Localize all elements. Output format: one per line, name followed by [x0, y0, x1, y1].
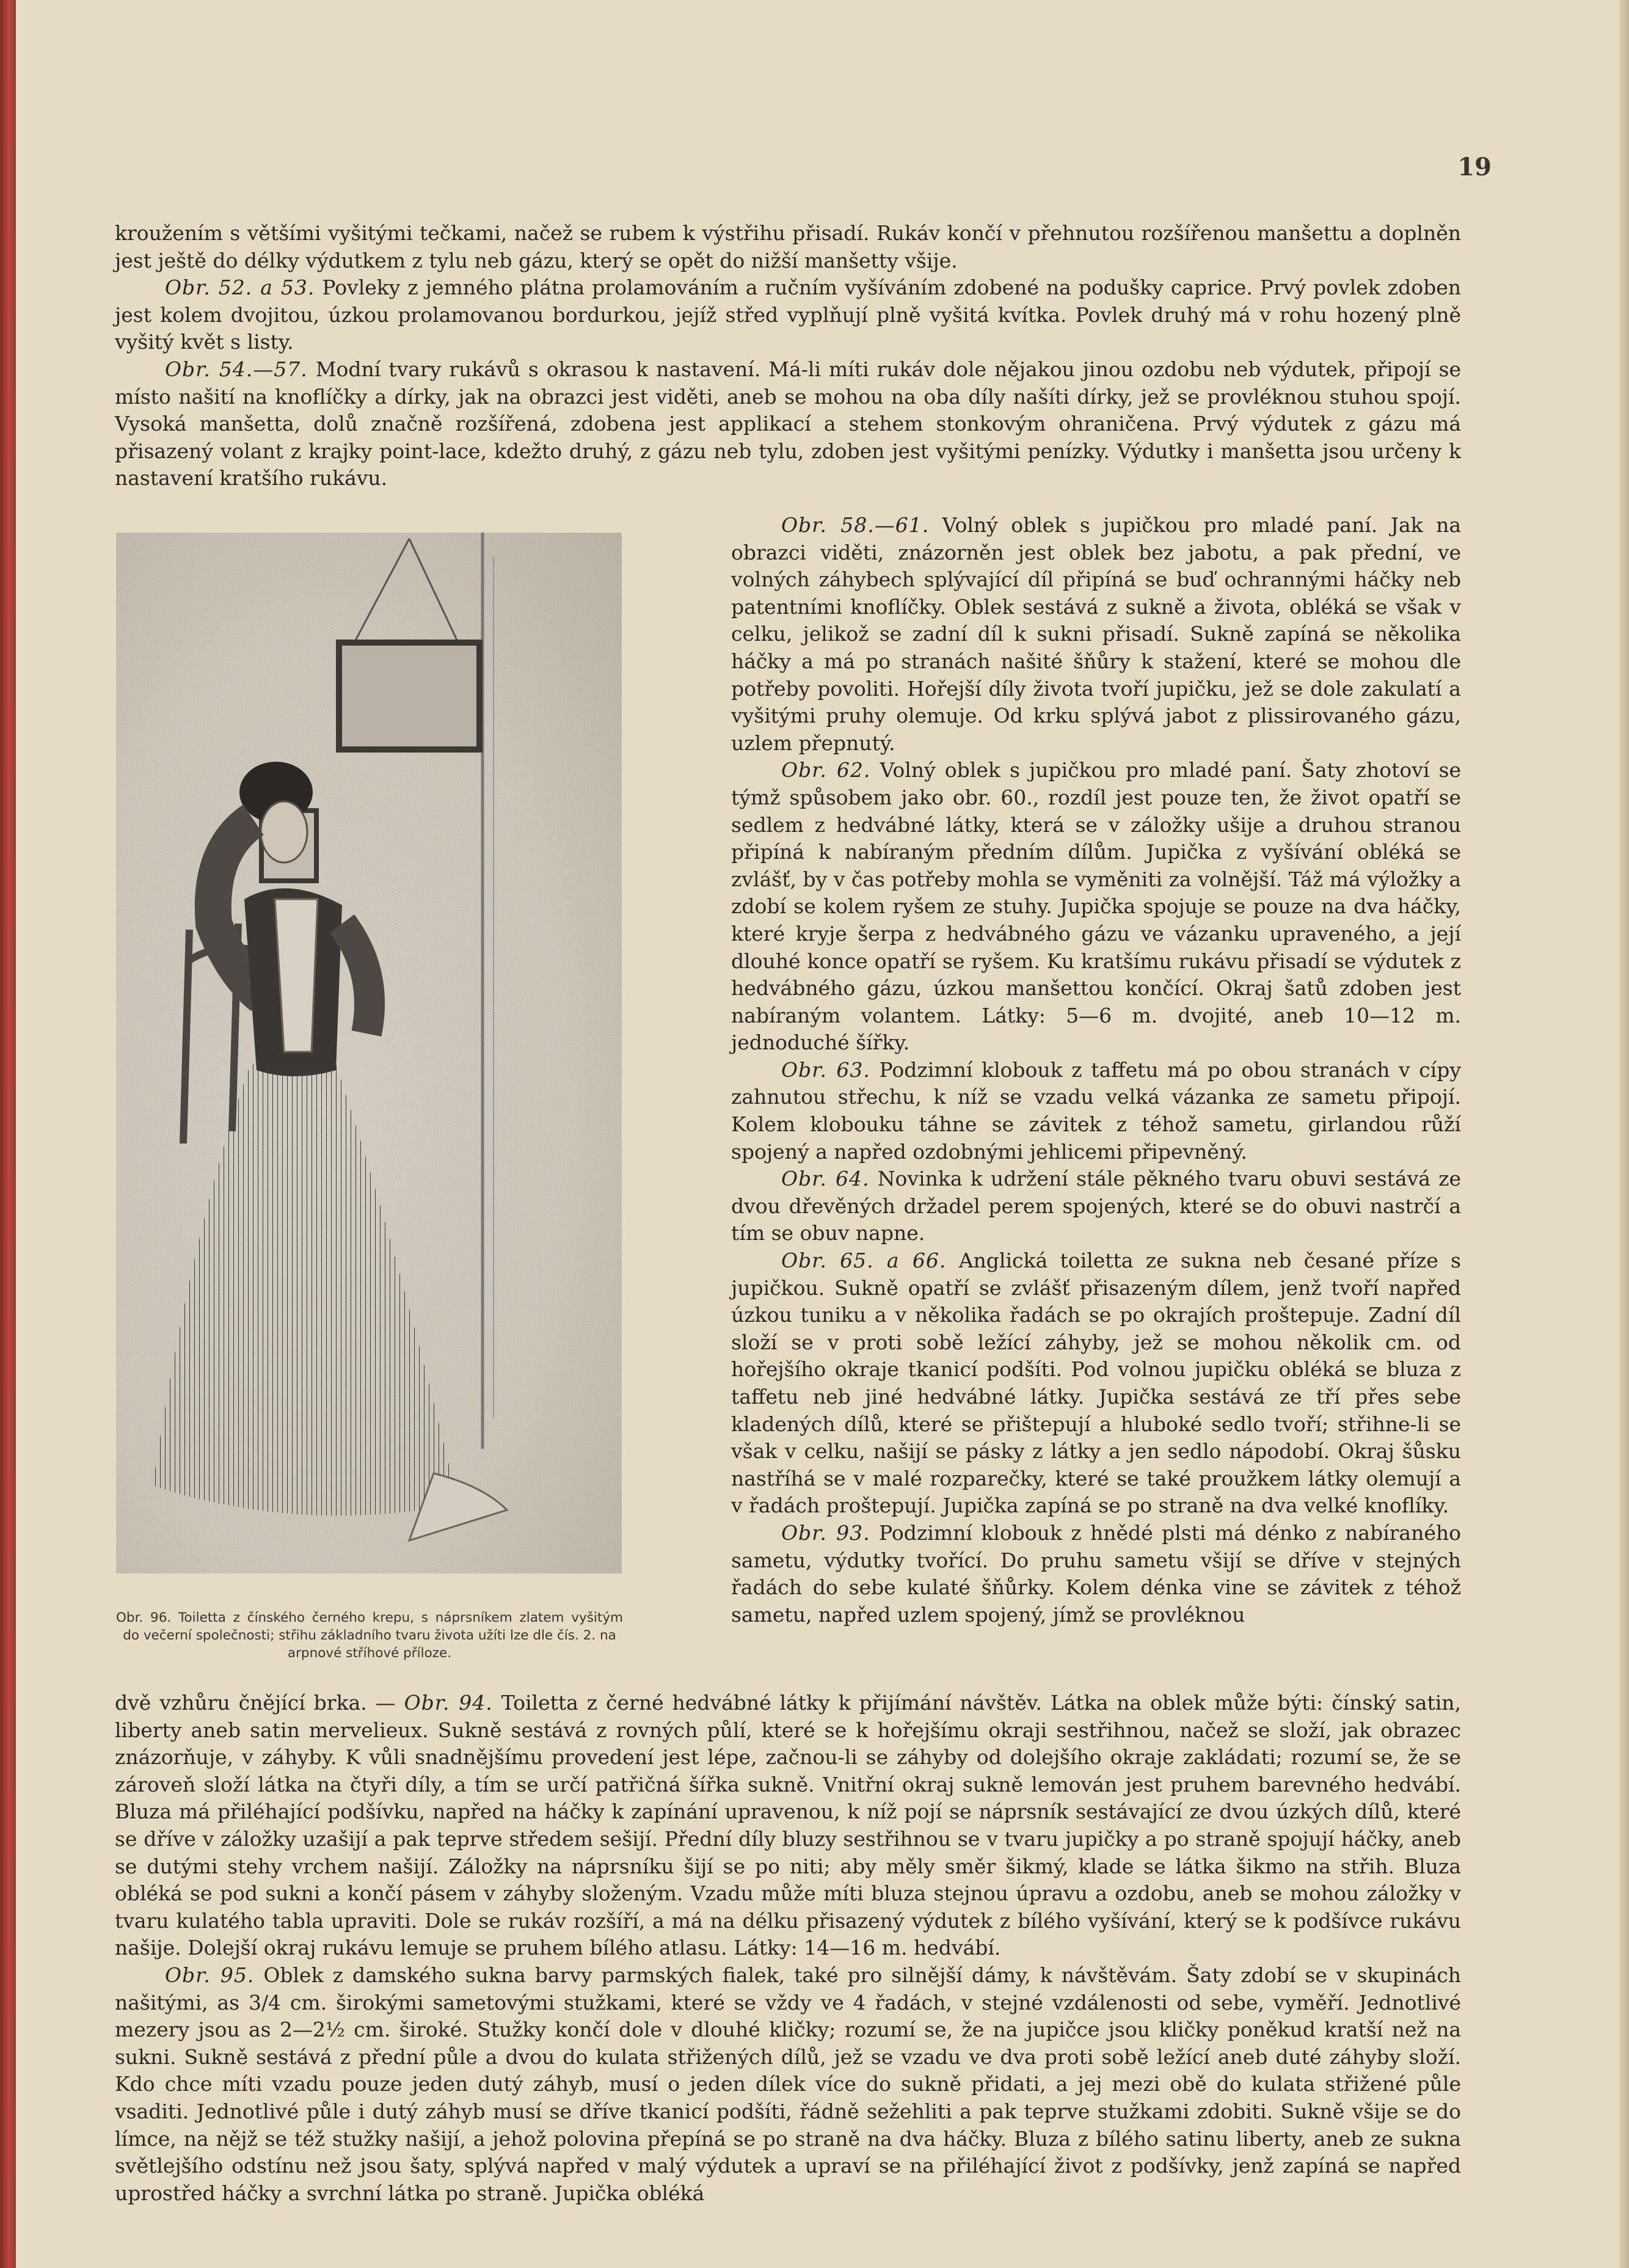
- paragraph-obr-58-61: Obr. 58.—61. Volný oblek s jupičkou pro mladé paní. Jak na obrazci viděti, znázorněn jest oblek bez jabotu, a pak přední, ve volných záhybech splývající díl připíná se buď ochrannými háčky neb patentními knoflíčky. Oblek sestává z sukně a života, obléká se však v celku, jelikož se zadní díl k sukni přisadí. Sukně zapíná se několika háčky a má po stranách našité šňůry k stažení, které se mohou dle potřeby povoliti. Hořejší díly života tvoří jupičku, jež se dole zakulatí a vyšitými pruhy olemuje. Od krku splývá jabot z plissirovaného gázu, uzlem přepnutý.: [731, 513, 1461, 755]
- caption-line-1: Obr. 96. Toiletta z čínského černého krepu, s náprsníkem zlatem vyšitým: [116, 1610, 623, 1625]
- figure-reference: Obr. 63.: [781, 1057, 870, 1082]
- bottom-text-block: [115, 1690, 1461, 2207]
- right-column-text: [731, 512, 1461, 1628]
- paragraph-obr-65-66: Obr. 65. a 66. Anglická toiletta ze sukna neb česané příze s jupičkou. Sukně opatří se zvlášť přisazeným dílem, jenž tvoří napřed úzkou tuniku a v několika řadách se po okrajích proštepuje. Zadní díl složí se v proti sobě ležící záhyby, jež se mohou několik cm. od hořejšího okraje tkanicí podšíti. Pod volnou jupičku obléká se bluza z taffetu neb jiné hedvábné látky. Jupička sestává ze tří přes sebe kladených dílů, které se přištepují a hluboké sedlo tvoří; střihne-li se však v celku, našijí se pásky z látky a jen sedlo nápodobí. Okraj šůsku nastříhá se v malé rozparečky, které se také proužkem látky olemují a v řadách proštepují. Jupička zapíná se po straně na dva velké knoflíky.: [731, 1249, 1461, 1518]
- page-edge: [1619, 0, 1629, 2268]
- top-text-block: [115, 220, 1461, 492]
- paragraph-obr-93: Obr. 93. Podzimní klobouk z hnědé plsti má dénko z nabíraného sametu, výdutky tvořící. Do pruhu sametu všijí se dříve v stejných řadách do sebe kulaté šňůrky. Kolem dénka vine se závitek z téhož sametu, napřed uzlem spojený, jímž se provléknou: [731, 1520, 1461, 1627]
- figure-reference: Obr. 65. a 66.: [781, 1249, 947, 1273]
- paragraph-obr-64: Obr. 64. Novinka k udržení stále pěkného tvaru obuvi sestává ze dvou dřevěných držadel perem spojených, které se do obuvi nastrčí a tím se obuv napne.: [731, 1167, 1461, 1245]
- paragraph-obr-54-57: Obr. 54.—57. Modní tvary rukávů s okrasou k nastavení. Má-li míti rukáv dole nějakou jinou ozdobu neb výdutek, připojí se místo našití na knoflíčky a dírky, jak na obrazci jest viděti, aneb se mohou na oba díly našíti dírky, jež se provléknou stuhou spojí. Vysoká manšetta, dolů značně rozšířená, zdobena jest applikací a stehem stonkovým ohraničena. Prvý výdutek z gázu má přisazený volant z krajky point-lace, kdežto druhý, z gázu neb tylu, zdoben jest vyšitými penízky. Výdutky i manšetta jsou určeny k nastavení kratšího rukávu.: [115, 357, 1461, 490]
- paragraph-continued: kroužením s většími vyšitými tečkami, načež se rubem k výstřihu přisadí. Rukáv končí v přehnutou rozšířenou manšettu a doplněn jest ještě do délky výdutkem z tylu neb gázu, který se opět do nižší manšetty všije.: [115, 221, 1461, 272]
- page-number: 19: [1457, 153, 1492, 181]
- paragraph-obr-63: Obr. 63. Podzimní klobouk z taffetu má po obou stranách v cípy zahnutou střechu, k níž se vzadu velká vázanka ze sametu připojí. Kolem klobouku táhne se závitek z téhož sametu, girlandou růží spojený a napřed ozdobnými jehlicemi připevněný.: [731, 1057, 1461, 1164]
- figure-reference: Obr. 62.: [781, 758, 871, 782]
- paragraph-obr-62: Obr. 62. Volný oblek s jupičkou pro mladé paní. Šaty zhotoví se týmž spůsobem jako obr. 60., rozdíl jest pouze ten, že život opatří se sedlem z hedvábné látky, která se v záložky ušije a druhou stranou připíná k nabíraným předním dílům. Jupička z vyšívání obléká se zvlášť, by v čas potřeby mohla se vyměniti za volnější. Táž má výložky a zdobí se kolem ryšem ze stuhy. Jupička spojuje se pouze na dva háčky, které kryje šerpa z hedvábného gázu ve vázanku upraveného, a její dlouhé konce opatří se ryšem. Ku kratšímu rukávu přisadí se výdutek z hedvábného gázu, úzkou manšettou končící. Okraj šatů zdoben jest nabíraným volantem. Látky: 5—6 m. dvojité, aneb 10—12 m. jednoduché šířky.: [731, 758, 1461, 1055]
- paragraph-obr-95: Obr. 95. Oblek z damského sukna barvy parmských fialek, také pro silnější dámy, k návštěvám. Šaty zdobí se v skupinách našitými, as 3/4 cm. širokými sametovými stužkami, které se vždy ve 4 řadách, v stejné vzdálenosti od sebe, vyměří. Jednotlivé mezery jsou as 2—2½ cm. široké. Stužky končí dole v dlouhé kličky; rozumí se, že na jupičce jsou kličky poněkud kratší než na sukni. Sukně sestává z přední půle a dvou do kulata střižených dílů, jež se vzadu ve dva proti sobě ležící aneb duté záhyby složí. Kdo chce míti vzadu pouze jeden dutý záhyb, musí o jeden dílek více do sukně přidati, a jej mezi obě do kulata střižené půle vsaditi. Jednotlivé půle i dutý záhyb musí se dříve tkanicí podšíti, řádně sežehliti a pak teprve stužkami zdobiti. Sukně všije se do límce, na nějž se též stužky našijí, a jehož polovina přepíná se po straně na dva háčky. Bluza z bílého satinu liberty, aneb ze sukna světlejšího odstínu než jsou šaty, splývá napřed v malý výdutek a upraví se na přiléhající život z podšívky, jenž zapíná se napřed uprostřed háčky a svrchní látka po straně. Jupička obléká: [115, 1963, 1461, 2205]
- figure-reference: Obr. 64.: [781, 1167, 870, 1191]
- figure-reference: Obr. 58.—61.: [781, 513, 930, 537]
- figure-reference: Obr. 93.: [781, 1520, 870, 1545]
- figure-reference: Obr. 95.: [165, 1963, 255, 1987]
- figure-reference: Obr. 94.: [404, 1691, 493, 1715]
- paragraph-obr-52-53: Obr. 52. a 53. Povleky z jemného plátna prolamováním a ručním vyšíváním zdobené na podušky caprice. Prvý povlek zdoben jest kolem dvojitou, úzkou prolamovanou bordurkou, jejíž střed vyplňují plně vyšitá kvítka. Povlek druhý má v rohu hozený plně vyšitý květ s listy.: [115, 275, 1461, 354]
- book-spine: [0, 0, 16, 2268]
- figure-reference: Obr. 54.—57.: [165, 357, 308, 381]
- figure-reference: Obr. 52. a 53.: [165, 275, 315, 300]
- caption-rest: do večerní společnosti; střihu základního tvaru života užíti lze dle čís. 2. na arpnové stříhové příloze.: [123, 1628, 616, 1661]
- paragraph-obr-94: dvě vzhůru čnějící brka. — Obr. 94. Toiletta z černé hedvábné látky k přijímání návštěv. Látka na oblek může býti: čínský satin, liberty aneb satin mervelieux. Sukně sestává z rovných půlí, které se k hořejšímu okraji sestřihnou, načež se složí, jak obrazec znázorňuje, v záhyby. K vůli snadnějšímu provedení jest lépe, začnou-li se záhyby od dolejšího okraje zakládati; rozumí se, že se zároveň složí látka na čtyři díly, a tím se určí patřičná šířka sukně. Vnitřní okraj sukně lemován jest pruhem barevného hedvábí. Bluza má přiléhající podšívku, napřed na háčky k zapínání upravenou, k níž pojí se náprsník sestávající ze dvou úzkých dílů, které se dříve v záložky uzašijí a pak teprve středem sešijí. Přední díly bluzy sestřihnou se v tvaru jupičky a po straně spojují háčky, aneb se dutými stehy vrchem našijí. Záložky na náprsníku šijí se po niti; aby měly směr šikmý, klade se látka šikmo na střih. Bluza obléká se pod sukni a končí pásem v záhyby složeným. Vzadu může míti bluza stejnou úpravu a ozdobu, aneb se mohou záložky v tvaru kulatého tabla upraviti. Dole se rukáv rozšíří, a má na délku přisazený výdutek z bílého vyšívání, který se k podšívce rukávu našije. Dolejší okraj rukávu lemuje se pruhem bílého atlasu. Látky: 14—16 m. hedvábí.: [115, 1691, 1462, 1960]
- figure-96-illustration: [116, 533, 622, 1573]
- figure-caption: [116, 1609, 623, 1662]
